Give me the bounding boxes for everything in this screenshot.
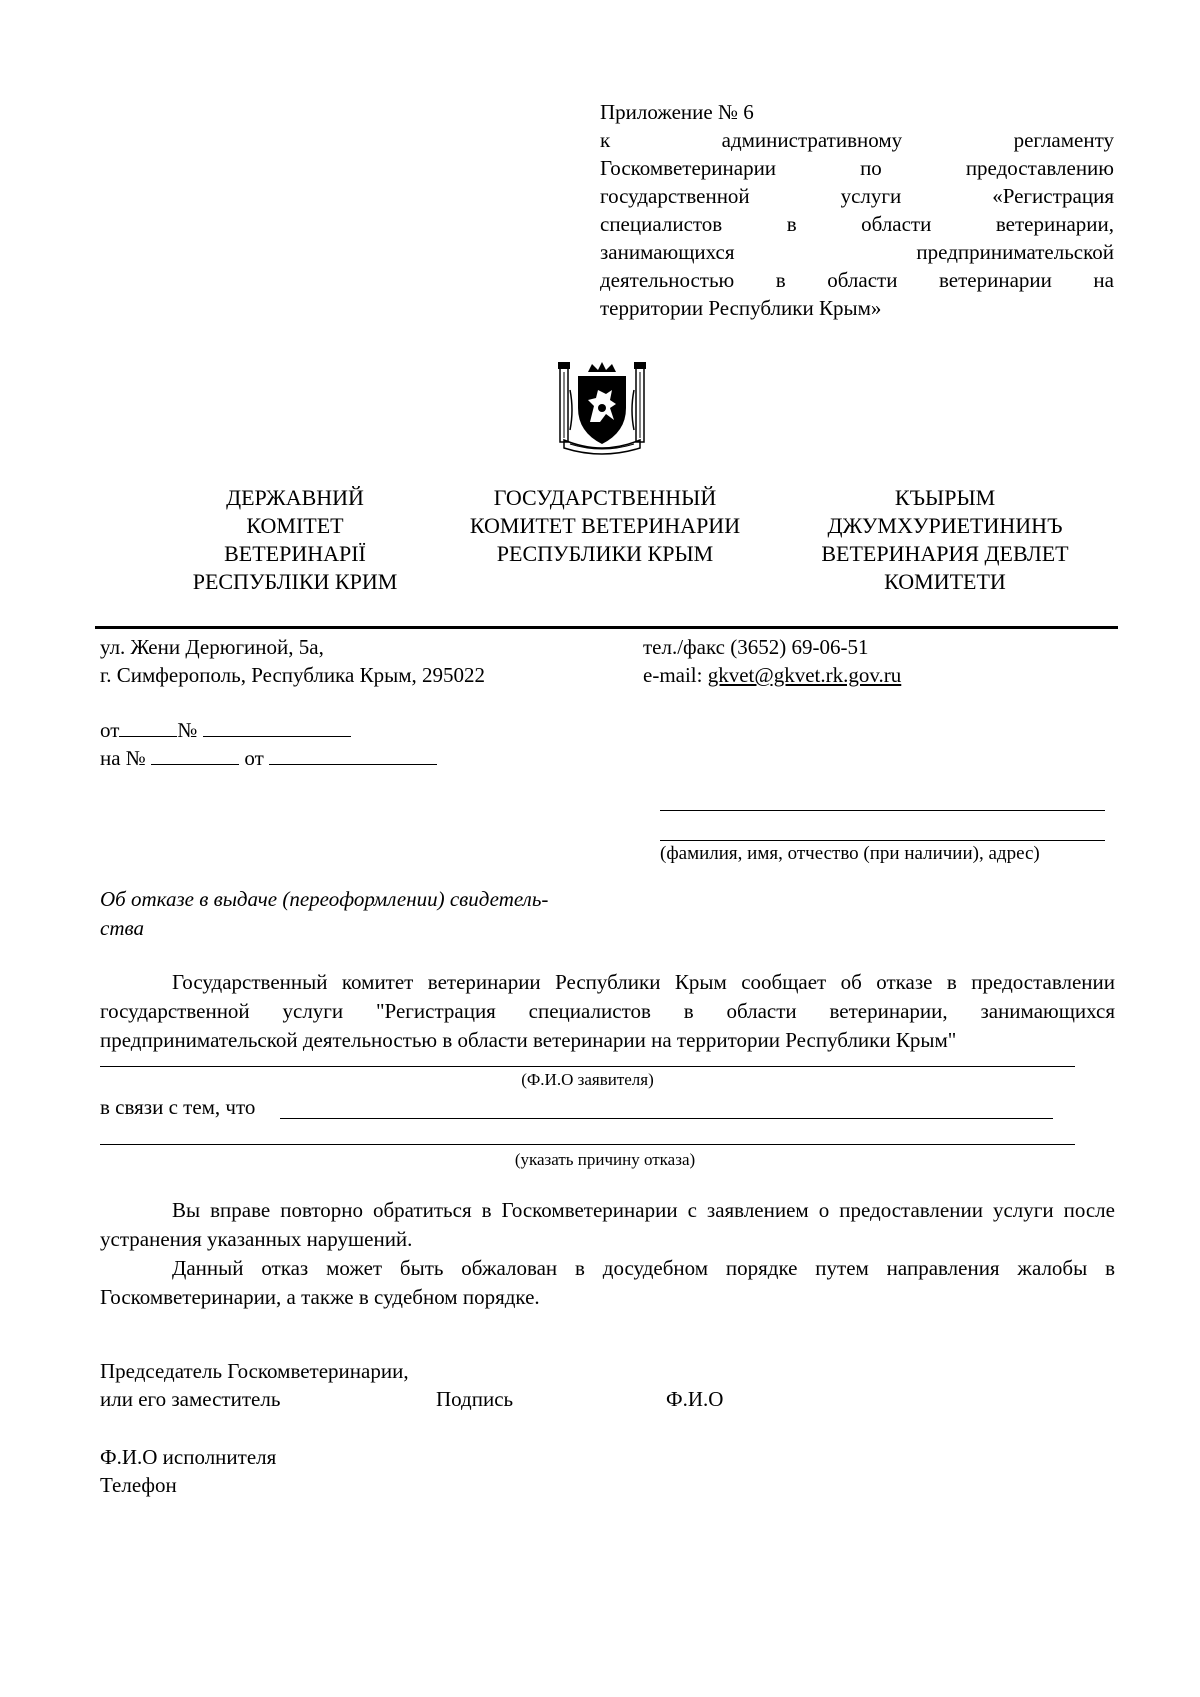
header-line: ГОСУДАРСТВЕННЫЙ (493, 485, 717, 510)
body-paragraph-1: Государственный комитет ветеринарии Республики Крым сообщает об отказе в предоставлении государственной услуги "Регистрация специалистов в области ветеринарии, занимающихся предпринимательской деятельностью в области ветеринарии на территории Республики Крым" (100, 970, 1115, 1052)
recipient-line[interactable] (660, 840, 1105, 841)
header-line: ВЕТЕРИНАРИЯ ДЕВЛЕТ (821, 541, 1069, 566)
email-label: e-mail: (643, 663, 708, 687)
phone-fax: тел./факс (3652) 69-06-51 (643, 635, 869, 659)
recipient-caption: (фамилия, имя, отчество (при наличии), адрес) (660, 843, 1040, 864)
address-block (100, 633, 620, 689)
appendix-line: к административному регламенту (600, 128, 1114, 152)
performer-block (100, 1443, 600, 1499)
reason-line[interactable] (280, 1118, 1053, 1119)
contacts-block (643, 633, 1113, 689)
body-paragraph-3: Данный отказ может быть обжалован в досудебном порядке путем направления жалобы в Госкомветеринарии, а также в судебном порядке. (100, 1256, 1115, 1309)
crimea-emblem-icon (556, 360, 648, 458)
header-line: ДЖУМХУРИЕТИНИНЪ (827, 513, 1063, 538)
recipient-line[interactable] (660, 810, 1105, 811)
header-line: КОМИТЕТИ (884, 569, 1006, 594)
address-street: ул. Жени Дерюгиной, 5а, (100, 635, 324, 659)
registration-block (100, 716, 580, 772)
header-line: КОМІТЕТ (246, 513, 344, 538)
signature-row (100, 1385, 800, 1413)
incoming-date-blank[interactable] (269, 744, 437, 765)
email-row (643, 661, 1113, 689)
header-line: КОМИТЕТ ВЕТЕРИНАРИИ (469, 513, 741, 538)
appendix-title: Приложение № 6 (600, 100, 754, 124)
signatory-deputy: или его заместитель (100, 1387, 281, 1411)
header-ukrainian (160, 484, 430, 596)
from-label: от (100, 718, 120, 742)
header-line: КЪЫРЫМ (894, 485, 996, 510)
on-number-label: на № (100, 746, 146, 770)
header-russian (440, 484, 770, 568)
applicant-line[interactable] (100, 1066, 1075, 1067)
header-line: ВЕТЕРИНАРІЇ (224, 541, 366, 566)
signature-block (100, 1357, 800, 1413)
signatory-position: Председатель Госкомветеринарии, (100, 1359, 409, 1383)
signature-label: Подпись (436, 1387, 514, 1411)
appendix-line: территории Республики Крым» (600, 296, 882, 320)
incoming-number-blank[interactable] (151, 744, 239, 765)
address-city: г. Симферополь, Республика Крым, 295022 (100, 663, 485, 687)
appendix-line: Госкомветеринарии по предоставлению (600, 156, 1114, 180)
header-crimean-tatar (780, 484, 1110, 596)
signatory-name-label: Ф.И.О (666, 1387, 724, 1411)
from-label-2: от (244, 746, 264, 770)
header-divider (95, 626, 1118, 629)
outgoing-number-row (100, 716, 580, 744)
performer-phone-label: Телефон (100, 1473, 177, 1497)
header-line: РЕСПУБЛИКИ КРЫМ (496, 541, 714, 566)
header-line: РЕСПУБЛІКИ КРИМ (192, 569, 398, 594)
appendix-line: занимающихся предпринимательской (600, 240, 1114, 264)
appendix-line: деятельностью в области ветеринарии на (600, 268, 1114, 292)
subject-line: ства (100, 916, 144, 940)
reason-caption: (указать причину отказа) (514, 1150, 696, 1169)
reason-label: в связи с тем, что (100, 1095, 256, 1119)
date-blank[interactable] (119, 716, 177, 737)
incoming-number-row (100, 744, 580, 772)
body-paragraph-2: Вы вправе повторно обратиться в Госкомветеринарии с заявлением о предоставлении услуги после устранения указанных нарушений. (100, 1198, 1115, 1251)
subject-line: Об отказе в выдаче (переоформлении) свидетель- (100, 887, 549, 911)
subject-block (100, 885, 610, 943)
number-blank[interactable] (203, 716, 351, 737)
performer-name-label: Ф.И.О исполнителя (100, 1445, 277, 1469)
appendix-line: государственной услуги «Регистрация (600, 184, 1114, 208)
applicant-caption: (Ф.И.О заявителя) (521, 1070, 654, 1089)
number-label: № (177, 718, 198, 742)
header-line: ДЕРЖАВНИЙ (226, 485, 364, 510)
reason-line-2[interactable] (100, 1144, 1075, 1145)
email-link[interactable]: gkvet@gkvet.rk.gov.ru (707, 663, 902, 687)
appendix-block (600, 98, 1114, 322)
appendix-line: специалистов в области ветеринарии, (600, 212, 1114, 236)
